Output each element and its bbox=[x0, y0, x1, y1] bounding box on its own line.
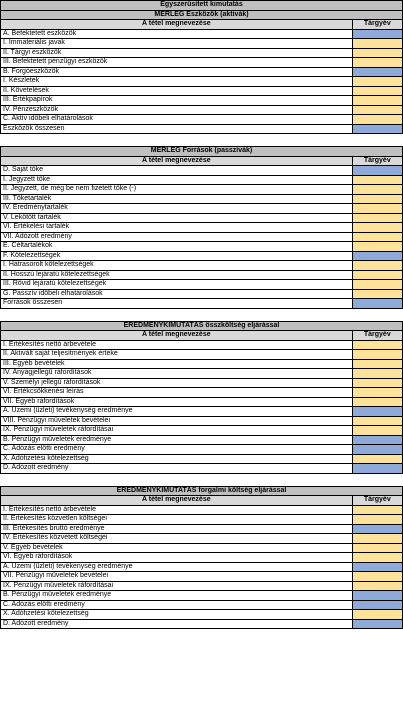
row-label: B. Pénzügyi műveletek eredménye bbox=[1, 591, 353, 601]
table-title: MÉRLEG Eszközök (aktívák) bbox=[1, 10, 403, 20]
table-row bbox=[1, 562, 403, 572]
table-title: MÉRLEG Források (passzívák) bbox=[1, 147, 403, 157]
table-title-row bbox=[1, 10, 403, 20]
column-header-value: Tárgyév bbox=[352, 20, 402, 30]
table-row bbox=[1, 105, 403, 115]
table-row bbox=[1, 232, 403, 242]
computed-value-cell bbox=[352, 619, 402, 629]
statement-table bbox=[0, 0, 403, 134]
row-label: A. Befektetett eszközök bbox=[1, 29, 353, 39]
table-row bbox=[1, 407, 403, 417]
row-label: B. Forgóeszközök bbox=[1, 67, 353, 77]
computed-value-cell bbox=[352, 29, 402, 39]
table-row bbox=[1, 435, 403, 445]
row-label: VI. Egyéb ráfordítások bbox=[1, 553, 353, 563]
input-value-cell[interactable] bbox=[352, 115, 402, 125]
row-label: I. Értékesítés nettó árbevétele bbox=[1, 505, 353, 515]
table-row bbox=[1, 270, 403, 280]
row-label: III. Tőketartalék bbox=[1, 194, 353, 204]
input-value-cell[interactable] bbox=[352, 213, 402, 223]
computed-value-cell bbox=[352, 524, 402, 534]
row-label: I. Értékesítés nettó árbevétele bbox=[1, 340, 353, 350]
column-header-row bbox=[1, 156, 403, 166]
section-gap bbox=[0, 474, 403, 486]
row-label: C. Adózás előtti eredmény bbox=[1, 600, 353, 610]
input-value-cell[interactable] bbox=[352, 232, 402, 242]
table-row bbox=[1, 619, 403, 629]
table-row bbox=[1, 416, 403, 426]
input-value-cell[interactable] bbox=[352, 397, 402, 407]
table-row bbox=[1, 261, 403, 271]
column-header-name: A tétel megnevezése bbox=[1, 496, 353, 506]
input-value-cell[interactable] bbox=[352, 185, 402, 195]
table-row bbox=[1, 67, 403, 77]
row-label: B. Pénzügyi műveletek eredménye bbox=[1, 435, 353, 445]
input-value-cell[interactable] bbox=[352, 48, 402, 58]
table-row bbox=[1, 185, 403, 195]
row-label: II. Hosszú lejáratú kötelezettségek bbox=[1, 270, 353, 280]
row-label: I. Jegyzett tőke bbox=[1, 175, 353, 185]
row-label: V. Egyéb bevételek bbox=[1, 543, 353, 553]
table-row bbox=[1, 299, 403, 309]
row-label: C. Adózás előtti eredmény bbox=[1, 445, 353, 455]
computed-value-cell bbox=[352, 299, 402, 309]
table-row bbox=[1, 534, 403, 544]
row-label: III. Értékpapírok bbox=[1, 96, 353, 106]
table-row bbox=[1, 591, 403, 601]
input-value-cell[interactable] bbox=[352, 388, 402, 398]
input-value-cell[interactable] bbox=[352, 270, 402, 280]
row-label: VIII. Pénzügyi műveletek bevételei bbox=[1, 416, 353, 426]
table-row bbox=[1, 505, 403, 515]
input-value-cell[interactable] bbox=[352, 378, 402, 388]
row-label: Eszközök összesen bbox=[1, 124, 353, 134]
input-value-cell[interactable] bbox=[352, 350, 402, 360]
row-label: D. Adózott eredmény bbox=[1, 464, 353, 474]
statement-table bbox=[0, 146, 403, 309]
table-title-row bbox=[1, 321, 403, 331]
column-header-name: A tétel megnevezése bbox=[1, 20, 353, 30]
computed-value-cell bbox=[352, 435, 402, 445]
column-header-value: Tárgyév bbox=[352, 496, 402, 506]
row-label: IV. Eredménytartalék bbox=[1, 204, 353, 214]
row-label: II. Követelések bbox=[1, 86, 353, 96]
column-header-row bbox=[1, 496, 403, 506]
table-row bbox=[1, 426, 403, 436]
row-label: II. Értékesítés közvetlen költségei bbox=[1, 515, 353, 525]
row-label: III. Egyéb bevételek bbox=[1, 359, 353, 369]
table-row bbox=[1, 223, 403, 233]
input-value-cell[interactable] bbox=[352, 553, 402, 563]
input-value-cell[interactable] bbox=[352, 454, 402, 464]
row-label: I. Immateriális javak bbox=[1, 39, 353, 49]
row-label: A. Üzemi (üzleti) tevékenység eredménye bbox=[1, 407, 353, 417]
input-value-cell[interactable] bbox=[352, 105, 402, 115]
row-label: E. Céltartalékok bbox=[1, 242, 353, 252]
table-row bbox=[1, 610, 403, 620]
row-label: V. Személyi jellegű ráfordítások bbox=[1, 378, 353, 388]
row-label: II. Jegyzett, de még be nem fizetett tőke (-) bbox=[1, 185, 353, 195]
table-title: EREDMÉNYKIMUTATÁS összköltség eljárással bbox=[1, 321, 403, 331]
input-value-cell[interactable] bbox=[352, 505, 402, 515]
row-label: III. Rövid lejáratú kötelezettségek bbox=[1, 280, 353, 290]
computed-value-cell bbox=[352, 464, 402, 474]
table-row bbox=[1, 280, 403, 290]
row-label: D. Adózott eredmény bbox=[1, 619, 353, 629]
table-row bbox=[1, 213, 403, 223]
table-row bbox=[1, 289, 403, 299]
row-label: D. Saját tőke bbox=[1, 166, 353, 176]
row-label: VI. Értékelési tartalék bbox=[1, 223, 353, 233]
column-header-row bbox=[1, 20, 403, 30]
table-row bbox=[1, 29, 403, 39]
computed-value-cell bbox=[352, 445, 402, 455]
table-row bbox=[1, 96, 403, 106]
table-row bbox=[1, 454, 403, 464]
table-row bbox=[1, 515, 403, 525]
table-title: Egyszerűsített kimutatás bbox=[1, 1, 403, 11]
row-label: G. Passzív időbeli elhatárolások bbox=[1, 289, 353, 299]
computed-value-cell bbox=[352, 166, 402, 176]
table-row bbox=[1, 204, 403, 214]
input-value-cell[interactable] bbox=[352, 359, 402, 369]
table-title-row bbox=[1, 1, 403, 11]
computed-value-cell bbox=[352, 124, 402, 134]
column-header-row bbox=[1, 331, 403, 341]
table-row bbox=[1, 397, 403, 407]
row-label: C. Aktív időbeli elhatárolások bbox=[1, 115, 353, 125]
table-row bbox=[1, 48, 403, 58]
input-value-cell[interactable] bbox=[352, 280, 402, 290]
input-value-cell[interactable] bbox=[352, 369, 402, 379]
row-label: III. Befektetett pénzügyi eszközök bbox=[1, 58, 353, 68]
table-row bbox=[1, 39, 403, 49]
statement-table bbox=[0, 321, 403, 474]
table-row bbox=[1, 194, 403, 204]
row-label: X. Adófizetési kötelezettség bbox=[1, 454, 353, 464]
input-value-cell[interactable] bbox=[352, 426, 402, 436]
row-label: IV. Értékesítés közvetett költségei bbox=[1, 534, 353, 544]
table-row bbox=[1, 359, 403, 369]
row-label: II. Tárgyi eszközök bbox=[1, 48, 353, 58]
table-row bbox=[1, 115, 403, 125]
table-row bbox=[1, 340, 403, 350]
table-row bbox=[1, 553, 403, 563]
input-value-cell[interactable] bbox=[352, 77, 402, 87]
section-gap bbox=[0, 134, 403, 146]
computed-value-cell bbox=[352, 591, 402, 601]
table-row bbox=[1, 464, 403, 474]
input-value-cell[interactable] bbox=[352, 223, 402, 233]
table-row bbox=[1, 58, 403, 68]
column-header-name: A tétel megnevezése bbox=[1, 156, 353, 166]
input-value-cell[interactable] bbox=[352, 534, 402, 544]
input-value-cell[interactable] bbox=[352, 242, 402, 252]
computed-value-cell bbox=[352, 67, 402, 77]
input-value-cell[interactable] bbox=[352, 96, 402, 106]
table-row bbox=[1, 77, 403, 87]
row-label: II. Aktivált saját teljesítmények értéke bbox=[1, 350, 353, 360]
table-title-row bbox=[1, 486, 403, 496]
row-label: IX. Pénzügyi műveletek ráfordításai bbox=[1, 581, 353, 591]
row-label: VII. Egyéb ráfordítások bbox=[1, 397, 353, 407]
table-row bbox=[1, 600, 403, 610]
table-row bbox=[1, 166, 403, 176]
table-row bbox=[1, 388, 403, 398]
table-title: EREDMÉNYKIMUTATÁS forgalmi költség eljárással bbox=[1, 486, 403, 496]
input-value-cell[interactable] bbox=[352, 416, 402, 426]
row-label: Források összesen bbox=[1, 299, 353, 309]
input-value-cell[interactable] bbox=[352, 204, 402, 214]
input-value-cell[interactable] bbox=[352, 39, 402, 49]
row-label: IV. Anyagjellegű ráfordítások bbox=[1, 369, 353, 379]
column-header-name: A tétel megnevezése bbox=[1, 331, 353, 341]
table-row bbox=[1, 175, 403, 185]
row-label: III. Értékesítés bruttó eredménye bbox=[1, 524, 353, 534]
input-value-cell[interactable] bbox=[352, 86, 402, 96]
table-row bbox=[1, 378, 403, 388]
input-value-cell[interactable] bbox=[352, 340, 402, 350]
input-value-cell[interactable] bbox=[352, 515, 402, 525]
table-row bbox=[1, 445, 403, 455]
table-row bbox=[1, 581, 403, 591]
row-label: A. Üzemi (üzleti) tevékenység eredménye bbox=[1, 562, 353, 572]
table-row bbox=[1, 251, 403, 261]
table-row bbox=[1, 242, 403, 252]
statement-table bbox=[0, 486, 403, 630]
computed-value-cell bbox=[352, 562, 402, 572]
table-row bbox=[1, 350, 403, 360]
row-label: IX. Pénzügyi műveletek ráfordításai bbox=[1, 426, 353, 436]
table-row bbox=[1, 572, 403, 582]
row-label: VI. Értékcsökkenési leírás bbox=[1, 388, 353, 398]
row-label: V. Lekötött tartalék bbox=[1, 213, 353, 223]
table-row bbox=[1, 86, 403, 96]
input-value-cell[interactable] bbox=[352, 543, 402, 553]
table-row bbox=[1, 543, 403, 553]
table-row bbox=[1, 124, 403, 134]
row-label: VII. Adózott eredmény bbox=[1, 232, 353, 242]
table-row bbox=[1, 369, 403, 379]
input-value-cell[interactable] bbox=[352, 610, 402, 620]
input-value-cell[interactable] bbox=[352, 572, 402, 582]
section-gap bbox=[0, 309, 403, 321]
input-value-cell[interactable] bbox=[352, 261, 402, 271]
row-label: VII. Pénzügyi műveletek bevételei bbox=[1, 572, 353, 582]
row-label: I. Készletek bbox=[1, 77, 353, 87]
column-header-value: Tárgyév bbox=[352, 156, 402, 166]
computed-value-cell bbox=[352, 251, 402, 261]
table-title-row bbox=[1, 147, 403, 157]
column-header-value: Tárgyév bbox=[352, 331, 402, 341]
row-label: I. Hátrasorolt kötelezettségek bbox=[1, 261, 353, 271]
row-label: IV. Pénzeszközök bbox=[1, 105, 353, 115]
row-label: F. Kötelezettségek bbox=[1, 251, 353, 261]
input-value-cell[interactable] bbox=[352, 58, 402, 68]
input-value-cell[interactable] bbox=[352, 194, 402, 204]
input-value-cell[interactable] bbox=[352, 175, 402, 185]
computed-value-cell bbox=[352, 600, 402, 610]
table-row bbox=[1, 524, 403, 534]
input-value-cell[interactable] bbox=[352, 581, 402, 591]
row-label: X. Adófizetési kötelezettség bbox=[1, 610, 353, 620]
computed-value-cell bbox=[352, 407, 402, 417]
input-value-cell[interactable] bbox=[352, 289, 402, 299]
